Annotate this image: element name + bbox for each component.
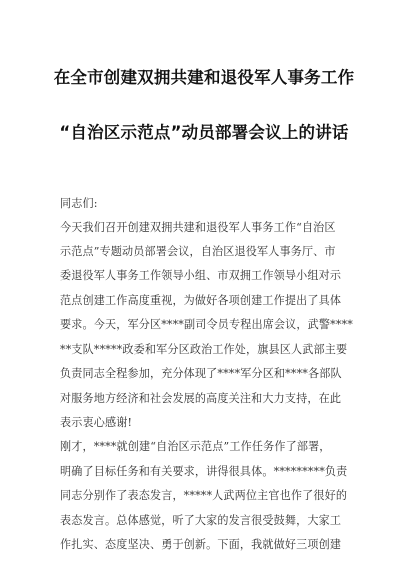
paragraph-line: 明确了目标任务和有关要求，讲得很具体。*********负责 <box>60 465 348 478</box>
paragraph-line: 要求。今天，军分区****副司令员专程出席会议，武警**** <box>60 318 353 331</box>
paragraph-line: 表态发言。总体感觉，听了大家的发言很受鼓舞，大家工 <box>60 514 342 527</box>
paragraph-line: 对服务地方经济和社会发展的高度关注和大力支持，在此 <box>60 392 342 405</box>
paragraph-line: 表示衷心感谢! <box>60 416 133 429</box>
paragraph-line: 示范点”专题动员部署会议，自治区退役军人事务厅、市 <box>60 245 336 258</box>
paragraph-line: 范点创建工作高度重视，为做好各项创建工作提出了具体 <box>60 294 342 307</box>
paragraph-line: 负责同志全程参加，充分体现了****军分区和****各部队 <box>60 367 342 380</box>
document-title-line-1: 在全市创建双拥共建和退役军人事务工作 <box>53 68 355 87</box>
document-body <box>60 0 360 580</box>
paragraph-line: 作扎实、态度坚决、勇于创新。下面，我就做好三项创建 <box>60 538 342 551</box>
paragraph-line: 同志分别作了表态发言，*****人武两位主官也作了很好的 <box>60 489 348 502</box>
salutation: 同志们: <box>60 197 98 210</box>
paragraph-line: 刚才，****就创建“自治区示范点”工作任务作了部署， <box>60 440 331 453</box>
paragraph-line: 今天我们召开创建双拥共建和退役军人事务工作“自治区 <box>60 221 336 234</box>
paragraph-line: **支队*****政委和军分区政治工作处，旗县区人武部主要 <box>60 343 348 356</box>
paragraph-line: 委退役军人事务工作领导小组、市双拥工作领导小组对示 <box>60 269 342 282</box>
document-title-line-2: “自治区示范点”动员部署会议上的讲话 <box>59 123 349 142</box>
